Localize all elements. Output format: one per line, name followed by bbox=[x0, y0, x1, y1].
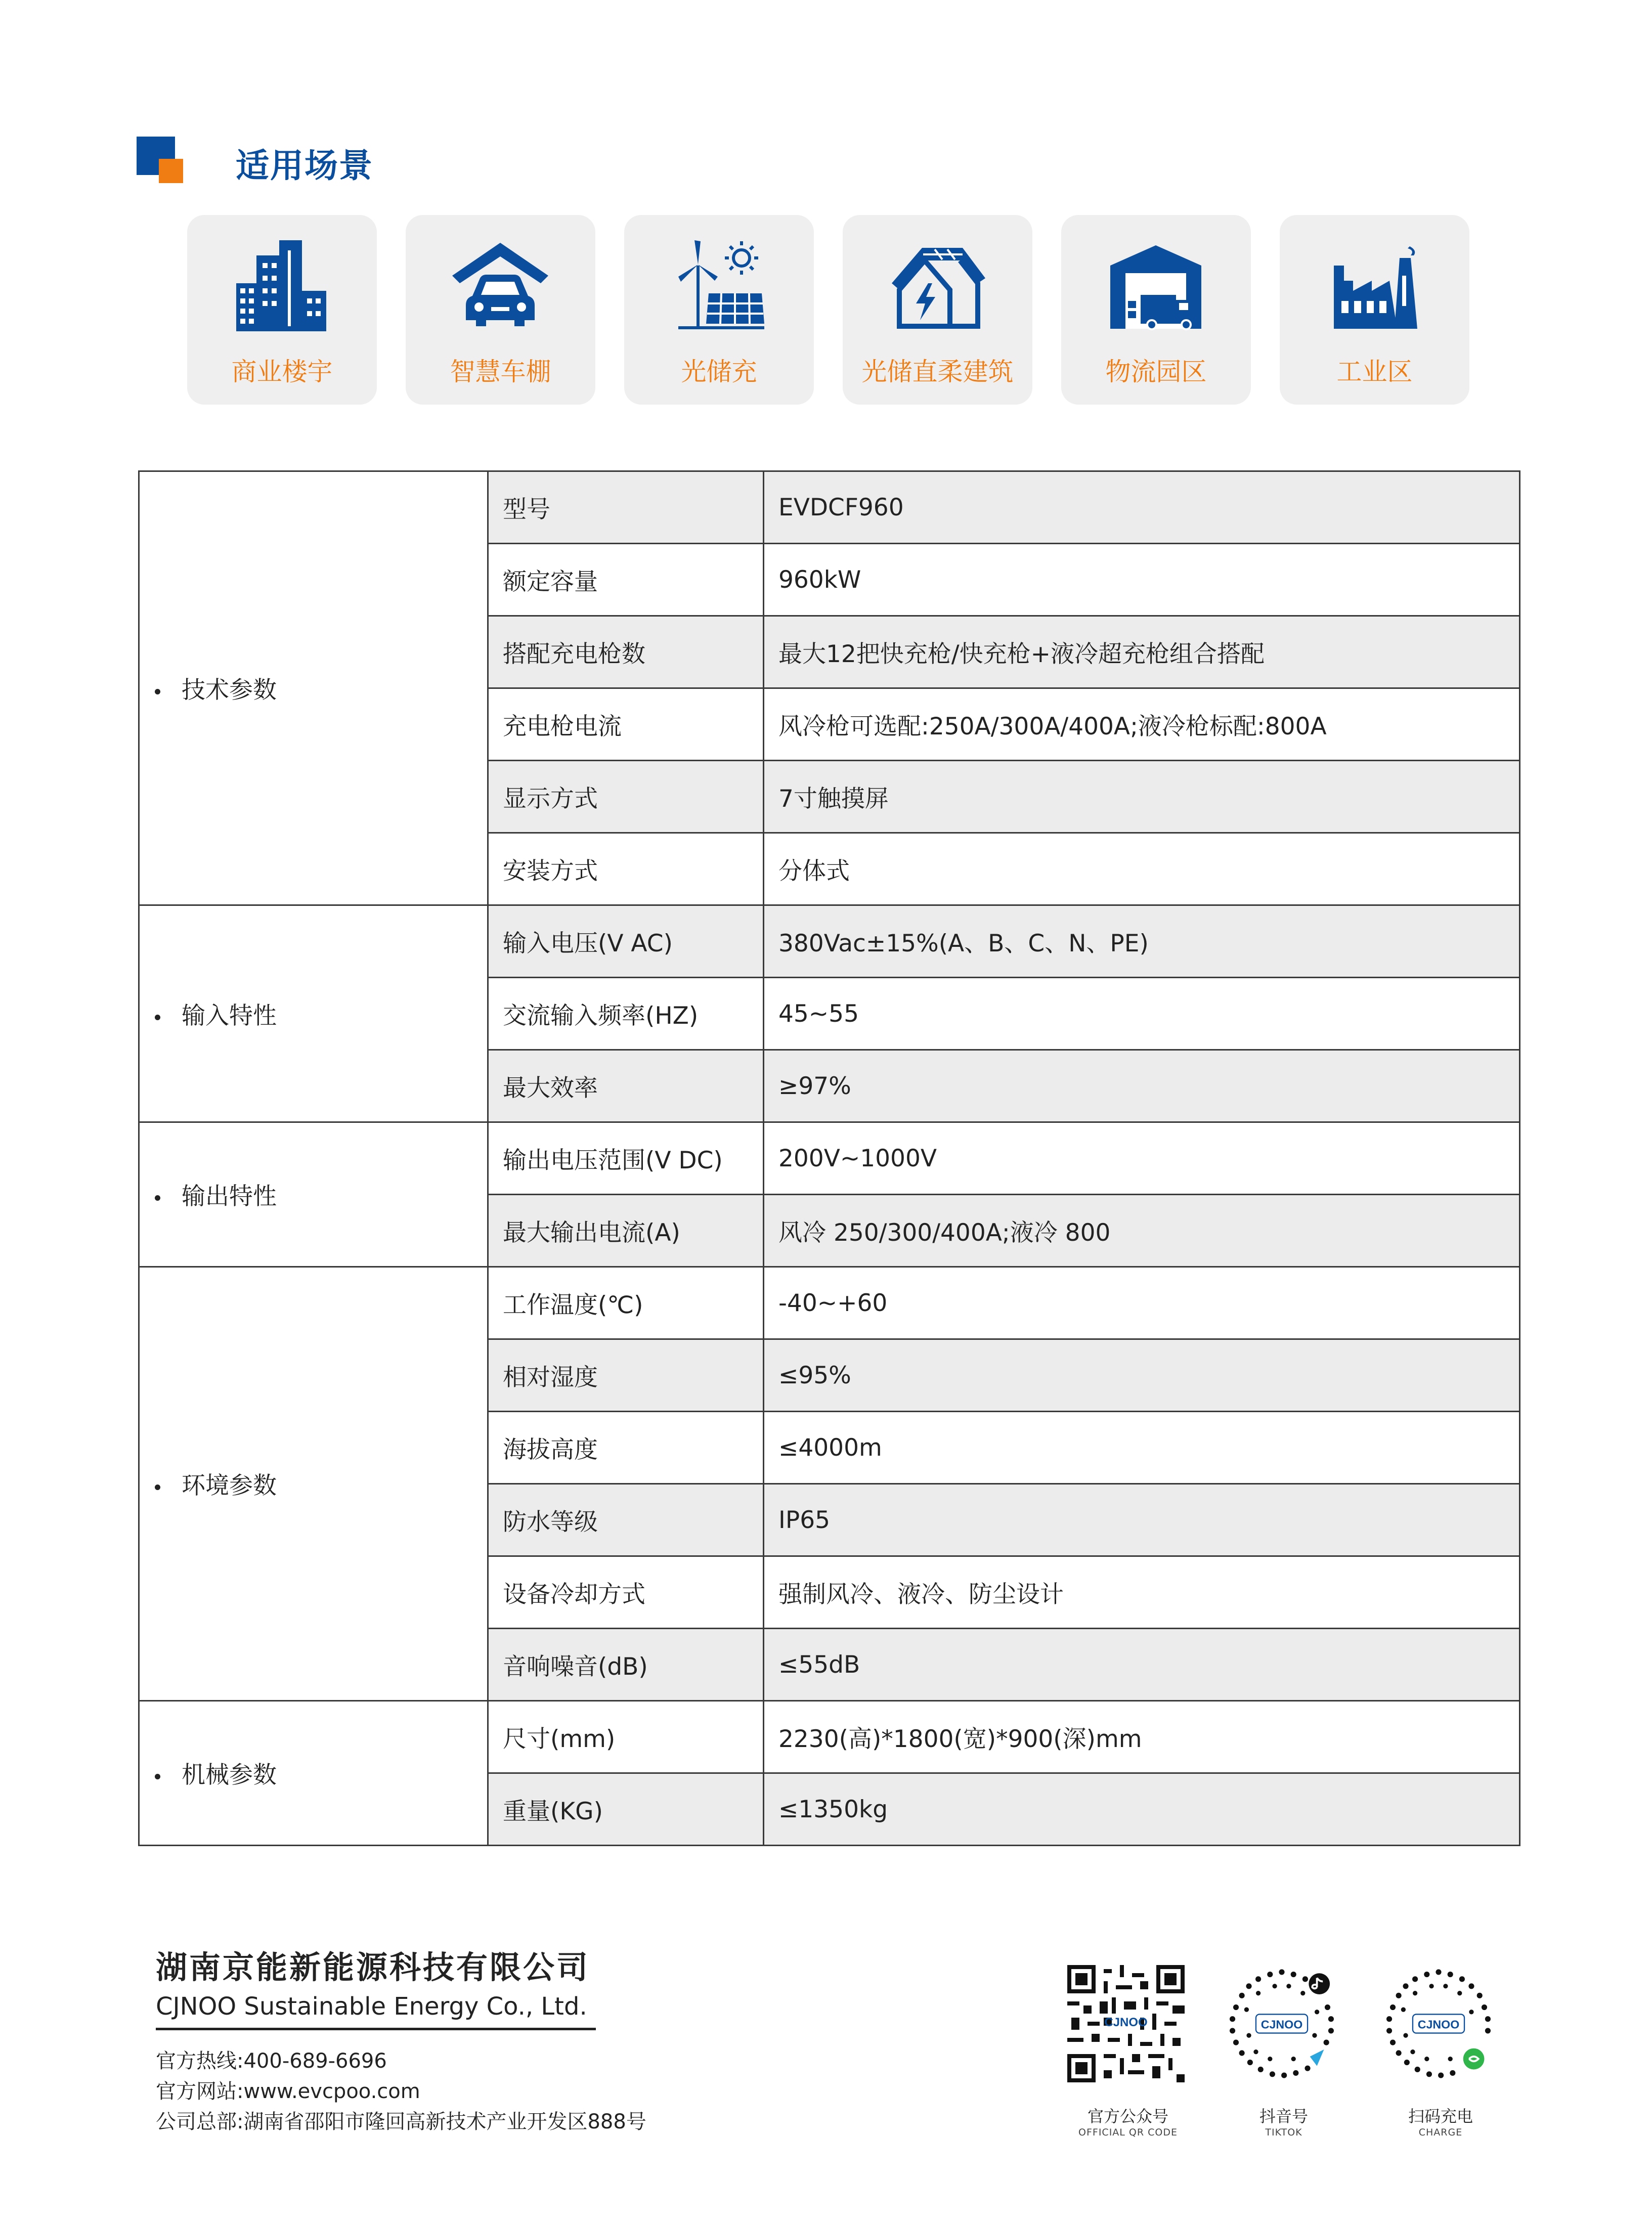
group-label: 机械参数 bbox=[182, 1761, 277, 1789]
logistics-warehouse-icon bbox=[1105, 235, 1206, 336]
param-value: ≥97% bbox=[764, 1050, 1520, 1122]
group-cell bbox=[139, 1122, 488, 1267]
factory-icon bbox=[1324, 235, 1425, 336]
param-name: 交流输入频率(HZ) bbox=[488, 978, 764, 1050]
solar-house-icon bbox=[887, 235, 988, 336]
param-value: -40~+60 bbox=[764, 1267, 1520, 1339]
param-name: 尺寸(mm) bbox=[488, 1701, 764, 1773]
wechat-mini-code-icon bbox=[1380, 1965, 1497, 2082]
param-name: 最大效率 bbox=[488, 1050, 764, 1122]
table-row bbox=[139, 1267, 1520, 1339]
scene-card-pv-storage bbox=[624, 215, 814, 405]
param-value: 960kW bbox=[764, 544, 1520, 616]
qr-code-icon bbox=[1067, 1965, 1185, 2082]
param-value: EVDCF960 bbox=[764, 471, 1520, 544]
group-label: 输出特性 bbox=[182, 1183, 277, 1210]
group-cell bbox=[139, 471, 488, 905]
param-value: 分体式 bbox=[764, 833, 1520, 905]
qr-badge: CJNOO bbox=[1260, 2018, 1303, 2031]
spec-table bbox=[138, 470, 1520, 1846]
param-value: 风冷 250/300/400A;液冷 800 bbox=[764, 1195, 1520, 1267]
param-name: 输入电压(V AC) bbox=[488, 905, 764, 978]
group-label: 环境参数 bbox=[182, 1472, 277, 1500]
param-value: ≤1350kg bbox=[764, 1773, 1520, 1846]
scene-label: 商业楼宇 bbox=[231, 357, 333, 386]
qr-badge: CJNOO bbox=[1417, 2018, 1460, 2031]
scene-label: 物流园区 bbox=[1105, 357, 1207, 386]
scene-card-industrial bbox=[1280, 215, 1469, 405]
tiktok-mini-code-icon bbox=[1223, 1965, 1340, 2082]
table-row bbox=[139, 905, 1520, 978]
table-row bbox=[139, 1122, 1520, 1195]
table-row bbox=[139, 1701, 1520, 1773]
heading-square-mark bbox=[137, 137, 185, 182]
param-name: 海拔高度 bbox=[488, 1412, 764, 1484]
param-value: ≤95% bbox=[764, 1339, 1520, 1412]
scene-label: 光储充 bbox=[681, 357, 757, 386]
param-name: 音响噪音(dB) bbox=[488, 1629, 764, 1701]
qr-caption: 官方公众号 bbox=[1087, 2107, 1168, 2126]
param-value: 200V~1000V bbox=[764, 1122, 1520, 1195]
qr-official[interactable] bbox=[1067, 1965, 1189, 2138]
param-value: 7寸触摸屏 bbox=[764, 761, 1520, 833]
param-value: ≤55dB bbox=[764, 1629, 1520, 1701]
qr-subcaption: TIKTOK bbox=[1265, 2127, 1302, 2138]
param-name: 重量(KG) bbox=[488, 1773, 764, 1846]
company-name-cn: 湖南京能新能源科技有限公司 bbox=[156, 1949, 590, 1986]
table-row bbox=[139, 471, 1520, 544]
scene-label: 工业区 bbox=[1336, 357, 1413, 386]
param-name: 型号 bbox=[488, 471, 764, 544]
param-value: 380Vac±15%(A、B、C、N、PE) bbox=[764, 905, 1520, 978]
qr-caption: 抖音号 bbox=[1259, 2107, 1308, 2126]
param-name: 输出电压范围(V DC) bbox=[488, 1122, 764, 1195]
company-name-en: CJNOO Sustainable Energy Co., Ltd. bbox=[156, 1992, 596, 2030]
group-cell bbox=[139, 905, 488, 1122]
company-block bbox=[156, 1942, 601, 2030]
qr-badge: CJNOO bbox=[1104, 2015, 1148, 2029]
param-value: IP65 bbox=[764, 1484, 1520, 1556]
param-name: 充电枪电流 bbox=[488, 688, 764, 761]
scene-card-logistics bbox=[1061, 215, 1251, 405]
solar-wind-icon bbox=[668, 235, 769, 336]
param-value: 45~55 bbox=[764, 978, 1520, 1050]
param-value: 2230(高)*1800(宽)*900(深)mm bbox=[764, 1701, 1520, 1773]
qr-subcaption: OFFICIAL QR CODE bbox=[1078, 2127, 1178, 2138]
param-value: 强制风冷、液冷、防尘设计 bbox=[764, 1556, 1520, 1629]
param-name: 安装方式 bbox=[488, 833, 764, 905]
param-name: 相对湿度 bbox=[488, 1339, 764, 1412]
scene-card-commercial bbox=[187, 215, 377, 405]
group-label: 技术参数 bbox=[182, 676, 277, 704]
group-cell bbox=[139, 1701, 488, 1846]
param-name: 工作温度(℃) bbox=[488, 1267, 764, 1339]
address: 公司总部:湖南省邵阳市隆回高新技术产业开发区888号 bbox=[156, 2110, 646, 2133]
scene-label: 光储直柔建筑 bbox=[861, 357, 1014, 386]
param-value: 最大12把快充枪/快充枪+液冷超充枪组合搭配 bbox=[764, 616, 1520, 688]
param-name: 搭配充电枪数 bbox=[488, 616, 764, 688]
carport-icon bbox=[450, 235, 551, 336]
scene-label: 智慧车棚 bbox=[450, 357, 551, 386]
qr-subcaption: CHARGE bbox=[1418, 2127, 1463, 2138]
office-building-icon bbox=[231, 235, 332, 336]
param-name: 显示方式 bbox=[488, 761, 764, 833]
section-title: 适用场景 bbox=[236, 146, 373, 185]
param-name: 额定容量 bbox=[488, 544, 764, 616]
param-name: 防水等级 bbox=[488, 1484, 764, 1556]
param-name: 设备冷却方式 bbox=[488, 1556, 764, 1629]
group-label: 输入特性 bbox=[182, 1001, 277, 1030]
param-value: 风冷枪可选配:250A/300A/400A;液冷枪标配:800A bbox=[764, 688, 1520, 761]
group-cell bbox=[139, 1267, 488, 1701]
hotline: 官方热线:400-689-6696 bbox=[156, 2049, 387, 2073]
qr-charge[interactable] bbox=[1380, 1965, 1501, 2138]
qr-tiktok[interactable] bbox=[1223, 1965, 1344, 2138]
contact-block bbox=[156, 2046, 646, 2137]
param-value: ≤4000m bbox=[764, 1412, 1520, 1484]
qr-caption: 扫码充电 bbox=[1408, 2107, 1473, 2126]
scene-card-carport bbox=[406, 215, 595, 405]
website: 官方网站:www.evcpoo.com bbox=[156, 2080, 420, 2103]
param-name: 最大输出电流(A) bbox=[488, 1195, 764, 1267]
scene-card-pedf-building bbox=[843, 215, 1032, 405]
